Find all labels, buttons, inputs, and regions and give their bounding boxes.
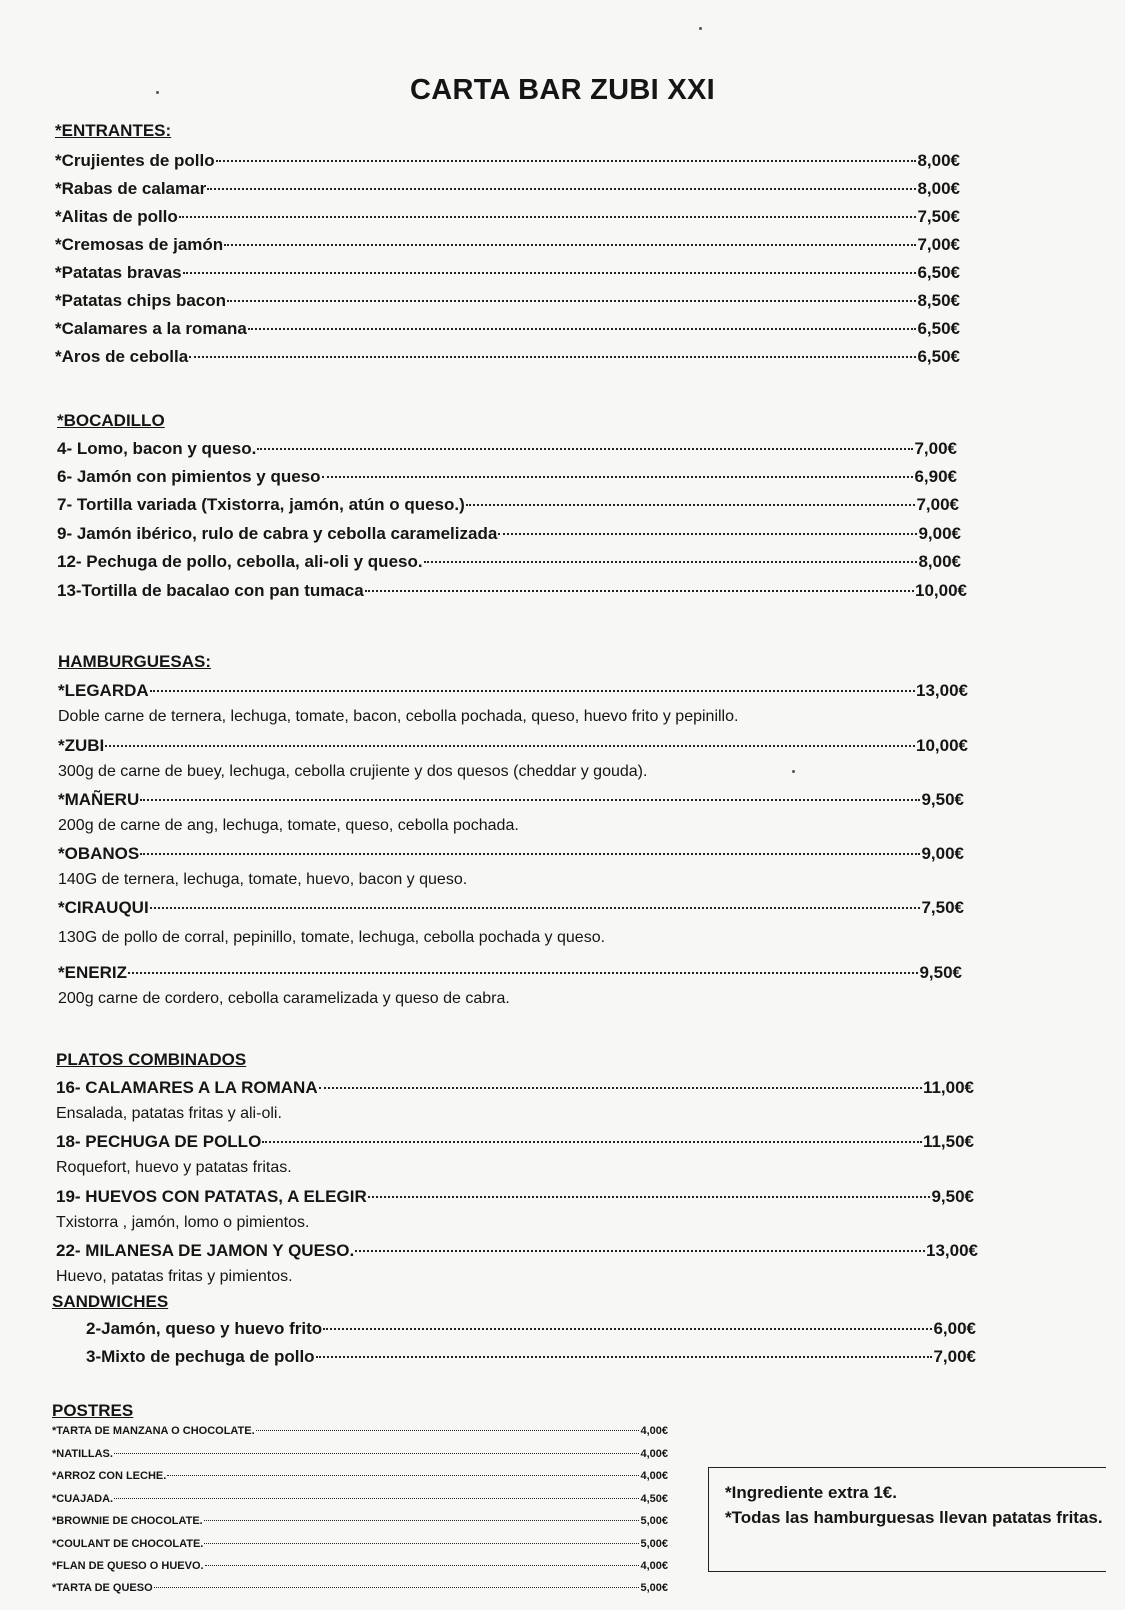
item-price: 5,00€ <box>640 1582 668 1594</box>
item-price: 7,00€ <box>916 495 959 514</box>
dot-leader <box>105 745 915 747</box>
item-price: 4,00€ <box>640 1560 668 1572</box>
menu-item <box>56 1240 978 1262</box>
dot-leader <box>114 1498 639 1499</box>
item-price: 9,50€ <box>919 963 962 982</box>
dot-leader <box>365 590 914 592</box>
item-name: *CIRAUQUI <box>58 898 149 917</box>
item-name: *Calamares a la romana <box>55 319 247 338</box>
paper-speck <box>156 91 159 94</box>
item-price: 7,00€ <box>914 439 957 458</box>
dot-leader <box>257 448 913 450</box>
item-price: 7,50€ <box>917 207 960 226</box>
item-name: *OBANOS <box>58 844 140 863</box>
menu-item <box>52 1423 668 1439</box>
section-heading-bocadillo: *BOCADILLO <box>57 411 165 430</box>
menu-item <box>58 897 964 919</box>
menu-item <box>86 1346 976 1368</box>
item-name: *TARTA DE QUESO <box>52 1582 153 1594</box>
item-description: Ensalada, patatas fritas y ali-oli. <box>56 1105 282 1122</box>
item-price: 7,00€ <box>917 235 960 254</box>
item-price: 9,00€ <box>921 844 964 863</box>
item-description: 300g de carne de buey, lechuga, cebolla crujiente y dos quesos (cheddar y gouda). <box>58 763 648 780</box>
item-price: 10,00€ <box>916 736 968 755</box>
item-name: *Cremosas de jamón <box>55 235 224 254</box>
item-price: 10,00€ <box>915 581 967 600</box>
dot-leader <box>322 476 914 478</box>
menu-item <box>52 1468 668 1484</box>
dot-leader <box>248 328 917 330</box>
dot-leader <box>150 690 915 692</box>
item-price: 5,00€ <box>640 1515 668 1527</box>
item-name: *Aros de cebolla <box>55 347 189 366</box>
menu-item <box>52 1513 668 1529</box>
item-description: Doble carne de ternera, lechuga, tomate, bacon, cebolla pochada, queso, huevo frito y pepinillo. <box>58 708 739 725</box>
menu-item <box>58 789 964 811</box>
dot-leader <box>114 1453 640 1454</box>
item-price: 13,00€ <box>926 1241 978 1260</box>
dot-leader <box>424 561 918 563</box>
menu-item <box>52 1580 668 1596</box>
notes-box <box>708 1467 1106 1572</box>
item-description: Txistorra , jamón, lomo o pimientos. <box>56 1214 310 1231</box>
dot-leader <box>204 1543 639 1544</box>
dot-leader <box>140 799 920 801</box>
item-name: *Patatas chips bacon <box>55 291 227 310</box>
item-name: 2-Jamón, queso y huevo frito <box>86 1319 323 1338</box>
dot-leader <box>205 1565 640 1566</box>
item-name: *CUAJADA. <box>52 1493 114 1505</box>
item-name: 7- Tortilla variada (Txistorra, jamón, atún o queso.) <box>57 495 465 514</box>
menu-item <box>52 1558 668 1574</box>
item-name: 6- Jamón con pimientos y queso <box>57 467 321 486</box>
item-price: 6,50€ <box>917 347 960 366</box>
menu-item <box>86 1318 976 1340</box>
menu-item <box>58 680 968 702</box>
menu-item <box>57 523 961 545</box>
dot-leader <box>227 300 916 302</box>
menu-item <box>58 735 968 757</box>
item-price: 5,00€ <box>640 1538 668 1550</box>
item-price: 9,00€ <box>918 524 961 543</box>
item-description: 140G de ternera, lechuga, tomate, huevo, bacon y queso. <box>58 871 468 888</box>
item-price: 11,50€ <box>922 1132 974 1151</box>
menu-item <box>56 1077 974 1099</box>
dot-leader <box>224 244 916 246</box>
menu-item <box>55 290 960 312</box>
menu-item <box>56 1131 974 1153</box>
paper-speck <box>792 770 795 773</box>
menu-item <box>57 551 961 573</box>
dot-leader <box>316 1356 933 1358</box>
item-name: *ZUBI <box>58 736 105 755</box>
item-name: 19- HUEVOS CON PATATAS, A ELEGIR <box>56 1187 367 1206</box>
item-name: *MAÑERU <box>58 790 140 809</box>
dot-leader <box>204 1520 640 1521</box>
item-price: 9,50€ <box>921 790 964 809</box>
item-name: *Crujientes de pollo <box>55 151 215 170</box>
section-heading-entrantes: *ENTRANTES: <box>55 121 172 140</box>
item-price: 8,50€ <box>917 291 960 310</box>
item-name: *LEGARDA <box>58 681 149 700</box>
item-price: 6,90€ <box>914 467 957 486</box>
dot-leader <box>262 1141 922 1143</box>
menu-item <box>55 206 960 228</box>
item-name: 22- MILANESA DE JAMON Y QUESO. <box>56 1241 355 1260</box>
dot-leader <box>355 1250 925 1252</box>
dot-leader <box>498 533 917 535</box>
menu-item <box>52 1536 668 1552</box>
menu-item <box>57 438 957 460</box>
dot-leader <box>140 853 920 855</box>
dot-leader <box>256 1430 640 1431</box>
menu-item <box>56 1186 974 1208</box>
dot-leader <box>154 1587 640 1588</box>
item-name: *FLAN DE QUESO O HUEVO. <box>52 1560 204 1572</box>
item-name: 16- CALAMARES A LA ROMANA <box>56 1078 318 1097</box>
menu-item <box>52 1446 668 1462</box>
item-description: 200g carne de cordero, cebolla caramelizada y queso de cabra. <box>58 990 510 1007</box>
dot-leader <box>216 160 917 162</box>
item-name: 12- Pechuga de pollo, cebolla, ali-oli y queso. <box>57 552 423 571</box>
item-price: 9,50€ <box>931 1187 974 1206</box>
item-price: 7,50€ <box>921 898 964 917</box>
item-name: *BROWNIE DE CHOCOLATE. <box>52 1515 203 1527</box>
dot-leader <box>183 272 917 274</box>
dot-leader <box>150 907 921 909</box>
item-name: *TARTA DE MANZANA O CHOCOLATE. <box>52 1425 255 1437</box>
item-price: 4,50€ <box>640 1493 668 1505</box>
item-price: 4,00€ <box>640 1425 668 1437</box>
item-price: 8,00€ <box>917 179 960 198</box>
menu-title: CARTA BAR ZUBI XXI <box>409 74 716 106</box>
dot-leader <box>179 216 917 218</box>
dot-leader <box>368 1196 931 1198</box>
menu-item <box>55 318 960 340</box>
item-price: 8,00€ <box>917 151 960 170</box>
dot-leader <box>319 1087 922 1089</box>
dot-leader <box>323 1328 932 1330</box>
paper-speck <box>699 27 702 30</box>
item-price: 11,00€ <box>922 1078 974 1097</box>
item-name: 3-Mixto de pechuga de pollo <box>86 1347 315 1366</box>
item-price: 6,50€ <box>917 319 960 338</box>
item-price: 6,00€ <box>933 1319 976 1338</box>
menu-item <box>58 962 962 984</box>
menu-item <box>52 1491 668 1507</box>
menu-item <box>55 262 960 284</box>
menu-item <box>58 843 964 865</box>
menu-item <box>55 346 960 368</box>
section-heading-hamburguesas: HAMBURGUESAS: <box>58 652 211 671</box>
item-name: 18- PECHUGA DE POLLO <box>56 1132 262 1151</box>
item-name: 4- Lomo, bacon y queso. <box>57 439 257 458</box>
item-name: 13-Tortilla de bacalao con pan tumaca <box>57 581 364 600</box>
section-heading-sandwiches: SANDWICHES <box>52 1292 169 1311</box>
item-name: *Rabas de calamar <box>55 179 207 198</box>
item-price: 13,00€ <box>916 681 968 700</box>
item-price: 6,50€ <box>917 263 960 282</box>
note-burgers-fries: *Todas las hamburguesas llevan patatas fritas. <box>725 1508 1103 1527</box>
dot-leader <box>207 188 916 190</box>
item-name: 9- Jamón ibérico, rulo de cabra y cebolla caramelizada <box>57 524 498 543</box>
item-name: *ARROZ CON LECHE. <box>52 1470 167 1482</box>
dot-leader <box>466 504 916 506</box>
item-name: *COULANT DE CHOCOLATE. <box>52 1538 204 1550</box>
item-description: 200g de carne de ang, lechuga, tomate, queso, cebolla pochada. <box>58 817 519 834</box>
menu-item <box>55 178 960 200</box>
section-heading-postres: POSTRES <box>52 1401 134 1420</box>
item-name: *Patatas bravas <box>55 263 182 282</box>
dot-leader <box>128 972 918 974</box>
menu-item <box>55 234 960 256</box>
section-heading-platos-combinados: PLATOS COMBINADOS <box>56 1050 247 1069</box>
item-description: Roquefort, huevo y patatas fritas. <box>56 1159 292 1176</box>
item-name: *Alitas de pollo <box>55 207 178 226</box>
dot-leader <box>189 356 916 358</box>
item-price: 4,00€ <box>640 1470 668 1482</box>
item-name: *ENERIZ <box>58 963 127 982</box>
menu-item <box>57 494 959 516</box>
item-price: 7,00€ <box>933 1347 976 1366</box>
menu-item <box>55 150 960 172</box>
menu-item <box>57 580 967 602</box>
item-name: *NATILLAS. <box>52 1448 113 1460</box>
note-extra-ingredient: *Ingrediente extra 1€. <box>725 1483 897 1502</box>
menu-item <box>57 466 957 488</box>
item-price: 4,00€ <box>640 1448 668 1460</box>
item-description: Huevo, patatas fritas y pimientos. <box>56 1268 293 1285</box>
item-price: 8,00€ <box>918 552 961 571</box>
item-description: 130G de pollo de corral, pepinillo, tomate, lechuga, cebolla pochada y queso. <box>58 929 606 946</box>
dot-leader <box>167 1475 639 1476</box>
